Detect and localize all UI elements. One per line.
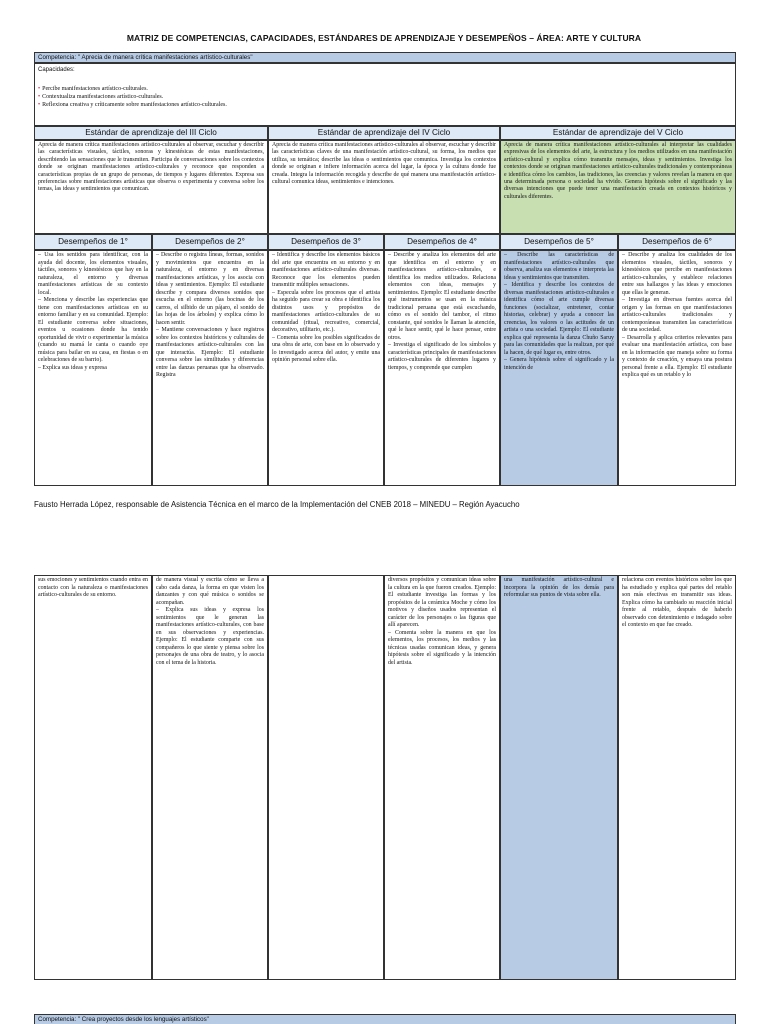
desempenos-2-bottom: de manera visual y escrita cómo se lleva a cabo cada danza, la forma en que visten los danzantes y con qué música o sonidos se acompañan. – Explica sus ideas y expresa los sentimientos que le generan las manifestaciones artístico-culturales, con base en sus observaciones y experiencias. Ejemplo: El estudiante comparte con sus compañeros lo que siente y piensa sobre los personajes de una obra de teatro, y lo asocia con el tema de la historia. bbox=[152, 575, 268, 980]
estandar-header-iii: Estándar de aprendizaje del III Ciclo bbox=[34, 126, 268, 140]
estandar-text-iv: Aprecia de manera crítica manifestaciones artístico-culturales al observar, escuchar y describir las características claves de una manifestación artístico-cultural, su forma, los medios que utiliza, su temática; describe las ideas o sentimientos que comunica. Investiga los contextos donde se originan e infiere información acerca del lugar, la época y la cultura donde fue creada. Integra la información recogida y describe de qué manera una manifestación artístico-cultural comunica ideas, sentimientos e intenciones. bbox=[268, 140, 500, 234]
desempenos-1-top: – Usa los sentidos para identificar, con la ayuda del docente, los elementos visuales, táctiles, sonoros y kinestésicos que hay en la naturaleza, el entorno y diversas manifestaciones artísticas de su contexto local. – Menciona y describe las experiencias que tiene con manifestaciones artísticas en su entorno familiar y en su comunidad. Ejemplo: El estudiante conversa sobre situaciones, eventos u ocasiones donde ha tenido oportunidad de vivir o experimentar la música (cuando su mamá le canta o cuando oye música para bailar en su casa, en fiestas o en celebraciones de su barrio). – Explica sus ideas y expresa bbox=[34, 250, 152, 486]
bullet-icon: • bbox=[38, 94, 41, 100]
desempenos-header-3: Desempeños de 3° bbox=[268, 234, 384, 250]
desempenos-2-top: – Describe o registra líneas, formas, sonidos y movimientos que encuentra en la naturaleza, el entorno y en diversas manifestaciones artísticas, y los asocia con ideas y sentimientos. Ejemplo: El estudiante describe y compara diversos sonidos que escucha en el entorno (las bocinas de los carros, el silbido de un pájaro, el sonido de las hojas de los árboles) y explica cómo lo hacen sentir. – Mantiene conversaciones y hace registros sobre los contextos históricos y culturales de manifestaciones artístico-culturales con las que interactúa. Ejemplo: El estudiante conversa sobre las similitudes y diferencias entre las danzas peruanas que ha observado. Registra bbox=[152, 250, 268, 486]
capacidades-box bbox=[34, 63, 736, 126]
desempenos-header-2: Desempeños de 2° bbox=[152, 234, 268, 250]
capacidad-item: • Percibe manifestaciones artístico-culturales. bbox=[38, 86, 148, 92]
page-footer: Fausto Herrada López, responsable de Asistencia Técnica en el marco de la Implementación del CNEB 2018 – MINEDU – Región Ayacucho bbox=[34, 500, 520, 509]
desempenos-header-4: Desempeños de 4° bbox=[384, 234, 500, 250]
desempenos-5-top: – Describe las características de manifestaciones artístico-culturales que observa, analiza sus elementos e interpreta las ideas y sentimientos que transmiten. – Identifica y describe los contextos de diversas manifestaciones artístico-culturales e identifica cómo el arte cumple diversas funciones (socializar, entretener, contar historias, celebrar) y ayuda a conocer las creencias, los valores o las actitudes de un artista o una sociedad. Ejemplo: El estudiante explica qué representa la danza Chuño Saruy para las comunidades que la realizan, por qué la hacen, de qué lugar es, entre otros. – Genera hipótesis sobre el significado y la intención de bbox=[500, 250, 618, 486]
desempenos-3-bottom bbox=[268, 575, 384, 980]
desempenos-5-bottom: una manifestación artístico-cultural e incorpora la opinión de los demás para reformular sus puntos de vista sobre ella. bbox=[500, 575, 618, 980]
capacidades-title: Capacidades: bbox=[38, 67, 75, 73]
estandar-header-v: Estándar de aprendizaje del V Ciclo bbox=[500, 126, 736, 140]
desempenos-4-bottom: diversos propósitos y comunican ideas sobre la cultura en la que fueron creados. Ejemplo: El estudiante investiga las formas y los propósitos de la cerámica Moche y cómo los motivos y diseños usados representan el carácter de los personajes o las figuras que allí aparecen. – Comenta sobre la manera en que los elementos, los procesos, los medios y las técnicas usadas comunican ideas, y genera hipótesis sobre el significado y la intención del artista. bbox=[384, 575, 500, 980]
capacidad-item: • Contextualiza manifestaciones artístico-culturales. bbox=[38, 94, 164, 100]
estandar-text-v: Aprecia de manera crítica manifestaciones artístico-culturales al interpretar las cualidades expresivas de los elementos del arte, la estructura y los medios utilizados en una manifestación artístico-cultural y explica cómo transmite mensajes, ideas y sentimientos. Investiga los contextos donde se originan manifestaciones artístico-culturales tradicionales y contemporáneas e identifica cómo los cambios, las tradiciones, las creencias y valores revelan la manera en que una determinada persona o sociedad ha vivido. Genera hipótesis sobre el significado y las diversas intenciones que puede tener una manifestación creada en contextos históricos y culturales diferentes. bbox=[500, 140, 736, 234]
bullet-icon: • bbox=[38, 86, 41, 92]
page-title: MATRIZ DE COMPETENCIAS, CAPACIDADES, ESTÁNDARES DE APRENDIZAJE Y DESEMPEÑOS – ÁREA: ARTE Y CULTURA bbox=[126, 33, 642, 43]
desempenos-3-top: – Identifica y describe los elementos básicos del arte que encuentra en su entorno y en manifestaciones artístico-culturales diversas. Reconoce que los elementos pueden transmitir múltiples sensaciones. – Especula sobre los procesos que el artista ha seguido para crear su obra e identifica los distintos usos y propósitos de manifestaciones artístico-culturales de su comunidad (ritual, recreativo, comercial, decorativo, utilitario, etc.). – Comenta sobre los posibles significados de una obra de arte, con base en lo observado y lo investigado acerca del autor, y emite una opinión personal sobre ella. bbox=[268, 250, 384, 486]
desempenos-4-top: – Describe y analiza los elementos del arte que identifica en el entorno y en manifestaciones artístico-culturales, e identifica los medios utilizados. Relaciona elementos con ideas, mensajes y sentimientos. Ejemplo: El estudiante describe qué instrumentos se usan en la música tradicional peruana que está escuchando, cómo es el sonido del tambor, el ritmo constante, qué sonidos le llaman la atención, qué le hace sentir, qué le hace pensar, entre otros. – Investiga el significado de los símbolos y características principales de manifestaciones artístico-culturales de diferentes lugares y tiempos, y comprende que cumplen bbox=[384, 250, 500, 486]
bullet-icon: • bbox=[38, 102, 41, 108]
competencia-bar-2: Competencia: " Crea proyectos desde los lenguajes artísticos" bbox=[34, 1014, 736, 1024]
desempenos-6-top: – Describe y analiza los cualidades de los elementos visuales, táctiles, sonoros y kinestésicos que percibe en manifestaciones artístico-culturales, y establece relaciones entre sus hallazgos y las ideas y emociones que ellas le generan. – Investiga en diversas fuentes acerca del origen y las formas en que manifestaciones artístico-culturales tradicionales y contemporáneas transmiten las características de una sociedad. – Desarrolla y aplica criterios relevantes para evaluar una manifestación artística, con base en la información que maneja sobre su forma y contexto de creación, y ensaya una postura personal frente a ella. Ejemplo: El estudiante explica qué es un retablo y lo bbox=[618, 250, 736, 486]
estandar-text-iii: Aprecia de manera crítica manifestaciones artístico-culturales al observar, escuchar y describir las características visuales, táctiles, sonoras y kinestésicas de estas manifestaciones, describiendo las sensaciones que le transmiten. Participa de conversaciones sobre los contextos donde se originan manifestaciones artístico-culturales y reconoce que responden a características propias de un grupo de personas, de tiempos y lugares diferentes. Expresa sus preferencias sobre manifestaciones artísticas que observa o experimenta y conversa sobre los temas, las ideas y sentimientos que comunican. bbox=[34, 140, 268, 234]
desempenos-header-1: Desempeños de 1° bbox=[34, 234, 152, 250]
desempenos-6-bottom: relaciona con eventos históricos sobre los que ha estudiado y explica qué partes del retablo son más efectivas en transmitir sus ideas. Explica cómo ha cambiado su reacción inicial frente al retablo, después de haberlo observado con detenimiento e indagado sobre el contexto en que fue creado. bbox=[618, 575, 736, 980]
capacidad-item: • Reflexiona creativa y críticamente sobre manifestaciones artístico-culturales. bbox=[38, 102, 227, 108]
desempenos-1-bottom: sus emociones y sentimientos cuando entra en contacto con la naturaleza o manifestaciones artístico-culturales de su entorno. bbox=[34, 575, 152, 980]
desempenos-header-5: Desempeños de 5° bbox=[500, 234, 618, 250]
estandar-header-iv: Estándar de aprendizaje del IV Ciclo bbox=[268, 126, 500, 140]
desempenos-header-6: Desempeños de 6° bbox=[618, 234, 736, 250]
competencia-bar: Competencia: " Aprecia de manera crítica manifestaciones artístico-culturales" bbox=[34, 52, 736, 63]
